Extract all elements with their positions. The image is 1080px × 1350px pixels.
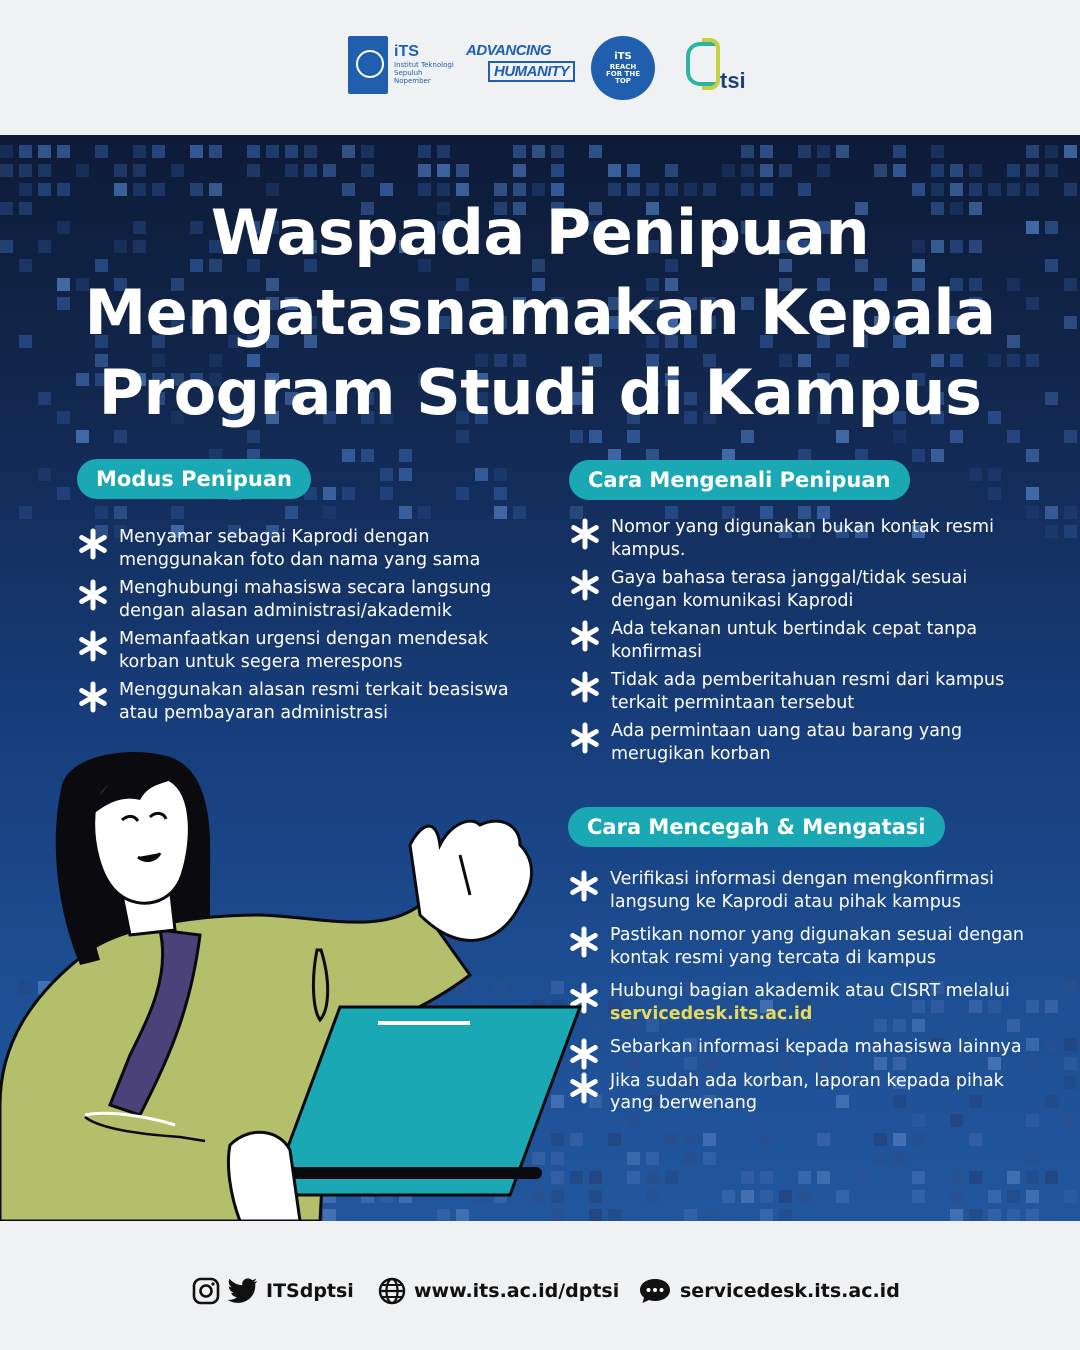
list-item-text: Sebarkan informasi kepada mahasiswa lainnya — [610, 1037, 1022, 1057]
twitter-icon — [228, 1278, 258, 1304]
list-item-text: Menggunakan alasan resmi terkait beasiswa atau pembayaran administrasi — [119, 680, 509, 723]
list-item — [569, 669, 1029, 714]
mencegah-heading: Cara Mencegah & Mengatasi — [568, 807, 945, 847]
social-handle: ITSdptsi — [266, 1280, 354, 1302]
list-item-text: Ada tekanan untuk bertindak cepat tanpa konfirmasi — [611, 619, 978, 662]
list-item-text: Memanfaatkan urgensi dengan mendesak korban untuk segera merespons — [119, 629, 489, 672]
modus-heading: Modus Penipuan — [77, 459, 311, 499]
list-item-text: Menghubungi mahasiswa secara langsung dengan alasan administrasi/akademik — [119, 578, 492, 621]
footer-social[interactable] — [192, 1277, 354, 1305]
footer-website-link[interactable] — [378, 1277, 619, 1305]
list-item-text: Verifikasi informasi dengan mengkonfirmasi langsung ke Kaprodi atau pihak kampus — [610, 869, 995, 912]
list-item-text: Ada permintaan uang atau barang yang merugikan korban — [611, 721, 963, 764]
footer-servicedesk-link[interactable] — [638, 1277, 900, 1305]
asterisk-bullet-icon — [77, 528, 109, 560]
list-item — [77, 679, 527, 724]
list-item — [569, 516, 1029, 561]
footer — [0, 1221, 1080, 1350]
list-item — [569, 618, 1029, 663]
asterisk-bullet-icon — [77, 579, 109, 611]
asterisk-bullet-icon — [569, 569, 601, 601]
asterisk-bullet-icon — [569, 671, 601, 703]
reach-for-the-top-logo: iTS REACH FOR THE TOP — [591, 36, 655, 100]
list-item-text: Pastikan nomor yang digunakan sesuai dengan kontak resmi yang tercata di kampus — [610, 925, 1025, 968]
list-item — [77, 577, 527, 622]
advancing-humanity-logo: ADVANCING HUMANITY — [466, 42, 566, 96]
list-item-text: Nomor yang digunakan bukan kontak resmi kampus. — [611, 517, 994, 560]
instagram-icon — [192, 1277, 220, 1305]
page-title: Waspada Penipuan Mengatasnamakan Kepala Program Studi di Kampus — [84, 196, 996, 429]
mengenali-list — [569, 516, 1029, 771]
servicedesk-text: servicedesk.its.ac.id — [680, 1280, 900, 1302]
list-item — [569, 567, 1029, 612]
list-item — [568, 868, 1038, 913]
list-item-text: Hubungi bagian akademik atau CISRT melalui — [610, 981, 1010, 1001]
header-logos — [0, 0, 1080, 135]
asterisk-bullet-icon — [77, 630, 109, 662]
woman-with-tablet-illustration — [0, 745, 620, 1221]
asterisk-bullet-icon — [569, 620, 601, 652]
list-item — [569, 720, 1029, 765]
chat-bubble-icon — [638, 1277, 672, 1305]
asterisk-bullet-icon — [77, 681, 109, 713]
its-logo: iTS Institut Teknologi Sepuluh Nopember — [348, 36, 456, 94]
website-text: www.its.ac.id/dptsi — [414, 1280, 620, 1302]
list-item — [77, 526, 527, 571]
list-item — [568, 1070, 1038, 1115]
list-item-text: Tidak ada pemberitahuan resmi dari kampus terkait permintaan tersebut — [611, 670, 1005, 713]
list-item — [77, 628, 527, 673]
list-item — [568, 980, 1038, 1025]
modus-list — [77, 526, 527, 730]
list-item-text: Jika sudah ada korban, laporan kepada pihak yang berwenang — [610, 1070, 1004, 1113]
its-shield-icon — [348, 36, 388, 94]
servicedesk-link[interactable]: servicedesk.its.ac.id — [610, 1003, 813, 1024]
list-item — [568, 1036, 1038, 1059]
poster — [0, 135, 1080, 1221]
asterisk-bullet-icon — [569, 518, 601, 550]
list-item — [568, 924, 1038, 969]
globe-icon — [378, 1277, 406, 1305]
mengenali-heading: Cara Mengenali Penipuan — [569, 460, 910, 500]
list-item-text: Menyamar sebagai Kaprodi dengan menggunakan foto dan nama yang sama — [119, 527, 481, 570]
mencegah-list — [568, 868, 1038, 1126]
list-item-text: Gaya bahasa terasa janggal/tidak sesuai dengan komunikasi Kaprodi — [611, 568, 968, 611]
dptsi-logo: tsi — [686, 38, 746, 96]
